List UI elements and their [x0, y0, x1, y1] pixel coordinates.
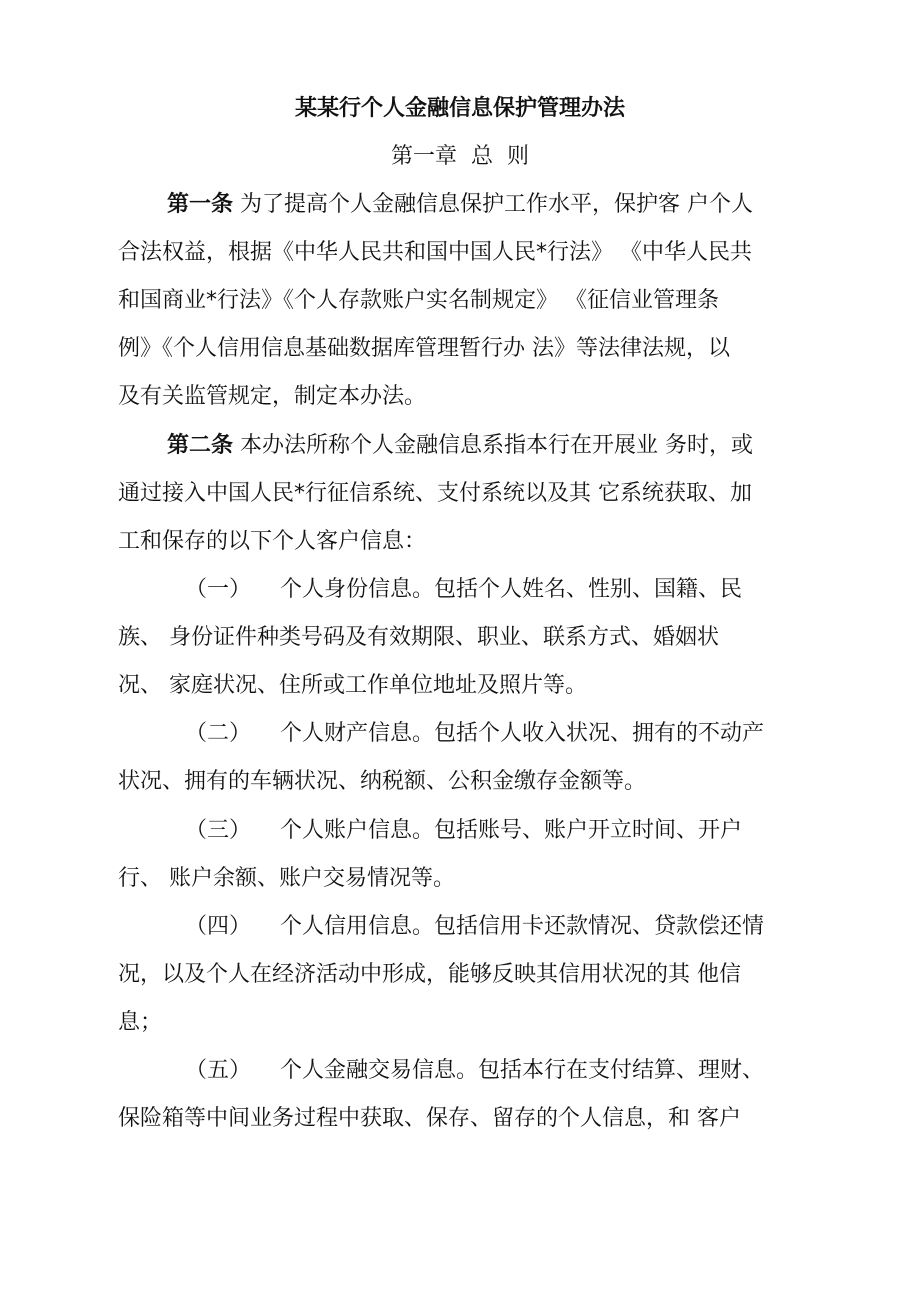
item-line: 况，以及个人在经济活动中形成，能够反映其信用状况的其 他信 — [118, 962, 741, 987]
article-number: 第二条 — [167, 433, 234, 458]
item-line: 族、 身份证件种类号码及有效期限、职业、联系方式、婚姻状 — [118, 625, 719, 650]
item-line: 个人身份信息。包括个人姓名、性别、国籍、民 — [280, 577, 743, 602]
article-line: 通过接入中国人民*行征信系统、支付系统以及其 它系统获取、加 — [118, 481, 752, 506]
item-line: 状况、拥有的车辆状况、纳税额、公积金缴存金额等。 — [118, 769, 647, 794]
item-label: （五） — [185, 1058, 252, 1083]
item-label: （三） — [185, 818, 252, 843]
chapter-heading: 第一章 总 则 — [391, 144, 529, 169]
item-line: 况、 家庭状况、住所或工作单位地址及照片等。 — [118, 673, 587, 698]
item-line: 行、 账户余额、账户交易情况等。 — [118, 866, 455, 891]
article-line — [167, 190, 753, 220]
article-text: 为了提高个人金融信息保护工作水平，保护客 户个人 — [233, 192, 754, 217]
article-line: 工和保存的以下个人客户信息： — [118, 529, 427, 554]
item-line: 息； — [118, 1010, 163, 1035]
item-label: （二） — [185, 721, 252, 746]
item-label: （一） — [185, 577, 252, 602]
article-number: 第一条 — [167, 192, 234, 217]
item-label: （四） — [185, 914, 252, 939]
item-line: 个人金融交易信息。包括本行在支付结算、理财、 — [280, 1058, 765, 1083]
article-line — [167, 431, 753, 461]
article-line: 和国商业*行法》《个人存款账户实名制规定》 《征信业管理条 — [118, 288, 719, 313]
article-line: 合法权益，根据《中华人民共和国中国人民*行法》 《中华人民共 — [118, 240, 752, 265]
item-line: 个人账户信息。包括账号、账户开立时间、开户 — [280, 818, 743, 843]
article-line: 及有关监管规定，制定本办法。 — [118, 384, 427, 409]
article-text: 本办法所称个人金融信息系指本行在开展业 务时，或 — [233, 433, 754, 458]
article-line: 例》《个人信用信息基础数据库管理暂行办 法》等法律法规，以 — [118, 336, 730, 361]
item-line: 个人财产信息。包括个人收入状况、拥有的不动产 — [280, 721, 765, 746]
item-line: 个人信用信息。包括信用卡还款情况、贷款偿还情 — [280, 914, 765, 939]
item-line: 保险箱等中间业务过程中获取、保存、留存的个人信息，和 客户 — [118, 1106, 741, 1131]
document-title: 某某行个人金融信息保护管理办法 — [294, 96, 625, 121]
